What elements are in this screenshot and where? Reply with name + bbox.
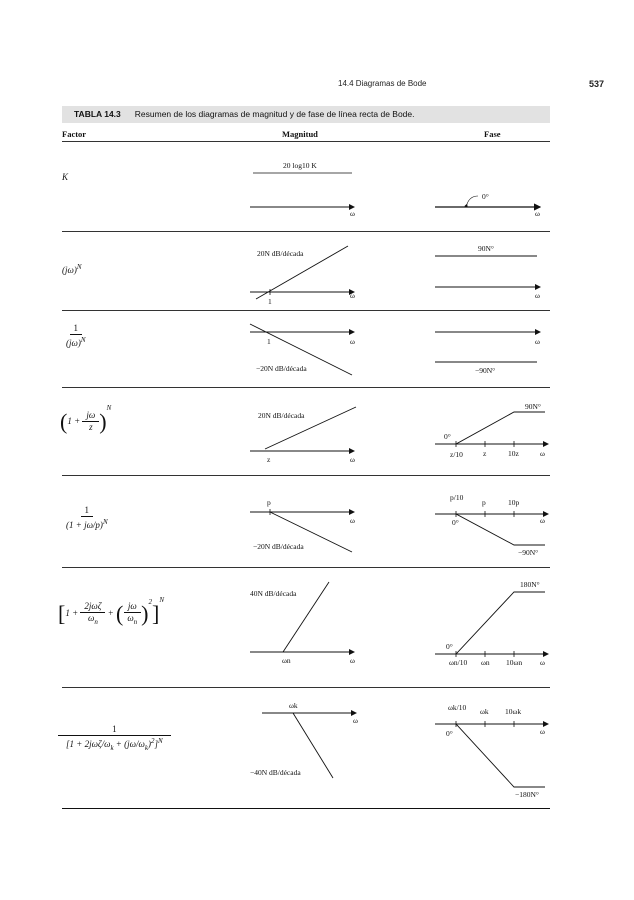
omega-label: ω: [350, 455, 355, 464]
omega-label: ω: [540, 727, 545, 736]
label-z: z: [483, 449, 487, 458]
label-20log-k: 20 log10 K: [283, 161, 317, 170]
col-header-magnitude: Magnitud: [282, 129, 318, 139]
label-slope: 20N dB/década: [258, 411, 305, 420]
label-p: p: [267, 498, 271, 507]
label-phase-0: 0°: [482, 192, 489, 201]
col-header-phase: Fase: [484, 129, 501, 139]
omega-label: ω: [350, 656, 355, 665]
label-wn: ωn: [282, 656, 291, 665]
label-one: 1: [268, 297, 272, 306]
label-10wn: 10ωn: [506, 658, 523, 667]
factor-zero: (1 + $\frac{j\omega}{z}$ )$^N$: [60, 404, 112, 434]
factor-quadratic-pole: $\frac{1}{[1 + 2j\omega\zeta/\omega_k + (j\omega/\omega_k)^2]^N}$: [62, 724, 167, 754]
factor-inverse-jw: $\frac{1}{(j\omega)^N}$: [66, 323, 86, 348]
label-phase-0: 0°: [446, 729, 453, 738]
omega-label: ω: [540, 449, 545, 458]
factor-jw-power: $(j\omega)^N$: [62, 263, 82, 275]
page-number: 537: [588, 79, 604, 89]
factor-constant: K: [62, 172, 69, 182]
label-10p: 10p: [508, 498, 520, 507]
factor-pole: $\frac{1}{(1 + j\omega/p)^N}$: [66, 505, 108, 530]
label-z-over-10: z/10: [450, 450, 463, 459]
omega-label: ω: [350, 337, 355, 346]
omega-label: ω: [350, 516, 355, 525]
label-phase-neg90n: −90N°: [475, 366, 496, 375]
label-slope: 20N dB/década: [257, 249, 304, 258]
omega-label: ω: [540, 516, 545, 525]
omega-label: ω: [535, 337, 540, 346]
omega-label: ω: [350, 209, 355, 218]
label-slope: 40N dB/década: [250, 589, 297, 598]
label-wk-over-10: ωk/10: [448, 703, 467, 712]
label-phase-neg180n: −180N°: [515, 790, 539, 799]
label-wn: ωn: [481, 658, 490, 667]
label-10wk: 10ωk: [505, 707, 522, 716]
phase-asymptote: [437, 724, 545, 787]
omega-label: ω: [540, 658, 545, 667]
label-phase-180n: 180N°: [520, 580, 540, 589]
omega-label: ω: [353, 716, 358, 725]
label-phase-neg90n: −90N°: [518, 548, 539, 557]
label-wk: ωk: [480, 707, 489, 716]
factor-quadratic-zero: [1 + $\frac{\text{2jωζ}}{\omega_n}$ + ( $\frac{j\omega}{\omega_n}$ )$^2$]$^N$: [58, 596, 164, 626]
omega-label: ω: [535, 291, 540, 300]
label-phase-0: 0°: [444, 432, 451, 441]
label-z: z: [267, 455, 271, 464]
label-phase-90n: 90N°: [478, 244, 494, 253]
omega-label: ω: [535, 209, 540, 218]
running-header: 14.4 Diagramas de Bode: [338, 79, 427, 88]
label-10z: 10z: [508, 449, 519, 458]
col-header-factor: Factor: [62, 129, 87, 139]
label-p-over-10: p/10: [450, 493, 464, 502]
label-wn-over-10: ωn/10: [449, 658, 468, 667]
label-phase-0: 0°: [452, 518, 459, 527]
label-p: p: [482, 498, 486, 507]
label-slope: −20N dB/década: [253, 542, 304, 551]
omega-label: ω: [350, 291, 355, 300]
phase-asymptote: [437, 592, 545, 654]
label-slope: −40N dB/década: [250, 768, 301, 777]
leader-arrow: [467, 196, 478, 204]
phase-asymptote: [437, 412, 545, 444]
label-phase-0: 0°: [446, 642, 453, 651]
label-slope: −20N dB/década: [256, 364, 307, 373]
label-wk: ωk: [289, 701, 298, 710]
table-caption: Resumen de los diagramas de magnitud y de fase de línea recta de Bode.: [134, 109, 415, 119]
table-number: TABLA 14.3: [74, 109, 121, 119]
label-one: 1: [267, 337, 271, 346]
label-phase-90n: 90N°: [525, 402, 541, 411]
